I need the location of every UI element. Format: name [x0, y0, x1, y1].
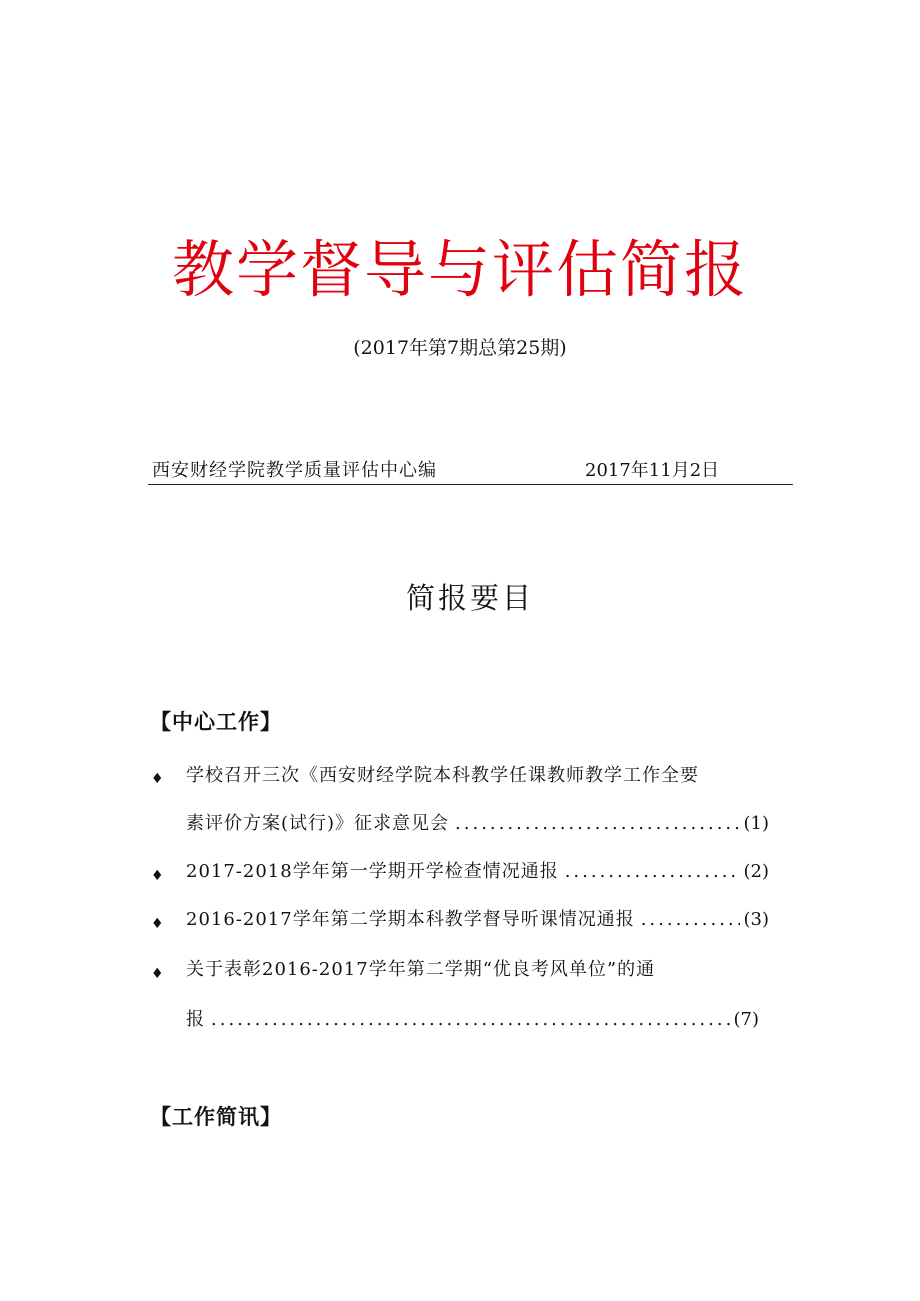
toc-item-2-page: (2) — [743, 861, 769, 882]
section-heading-work-news: 【工作简讯】 — [150, 1104, 282, 1129]
toc-item-4-line2: 报 — [186, 1009, 205, 1030]
publication-date: 2017年11月2日 — [585, 460, 720, 481]
toc-item-3-text: 2016-2017学年第二学期本科教学督导听课情况通报 — [186, 909, 635, 930]
toc-item-1-line1[interactable]: 学校召开三次《西安财经学院本科教学任课教师教学工作全要 — [186, 765, 699, 786]
bullet-icon: ♦ — [151, 868, 164, 884]
toc-item-2-entry[interactable] — [186, 860, 769, 884]
section-heading-center-work: 【中心工作】 — [150, 709, 282, 734]
toc-leader-dots — [455, 812, 739, 836]
header-divider — [148, 484, 793, 485]
toc-item-3-entry[interactable] — [186, 908, 769, 932]
bullet-icon: ♦ — [151, 916, 164, 932]
toc-item-1-page: (1) — [743, 813, 769, 834]
toc-leader-dots — [211, 1008, 730, 1032]
publisher: 西安财经学院教学质量评估中心编 — [152, 460, 437, 481]
toc-item-2-text: 2017-2018学年第一学期开学检查情况通报 — [186, 861, 559, 882]
toc-item-1-entry[interactable] — [186, 812, 769, 836]
toc-item-4-page: (7) — [733, 1009, 759, 1030]
bulletin-title: 教学督导与评估简报 — [171, 233, 748, 306]
toc-leader-dots — [641, 908, 740, 932]
toc-title: 简报要目 — [405, 581, 534, 615]
toc-item-4-entry[interactable] — [186, 1008, 759, 1032]
toc-item-3-page: (3) — [743, 909, 769, 930]
toc-item-4-line1[interactable]: 关于表彰2016-2017学年第二学期“优良考风单位”的通 — [186, 959, 656, 980]
bullet-icon: ♦ — [151, 771, 164, 787]
toc-leader-dots — [565, 860, 740, 884]
bullet-icon: ♦ — [151, 966, 164, 982]
toc-item-1-line2: 素评价方案(试行)》征求意见会 — [186, 813, 450, 834]
issue-number: (2017年第7期总第25期) — [353, 337, 567, 359]
